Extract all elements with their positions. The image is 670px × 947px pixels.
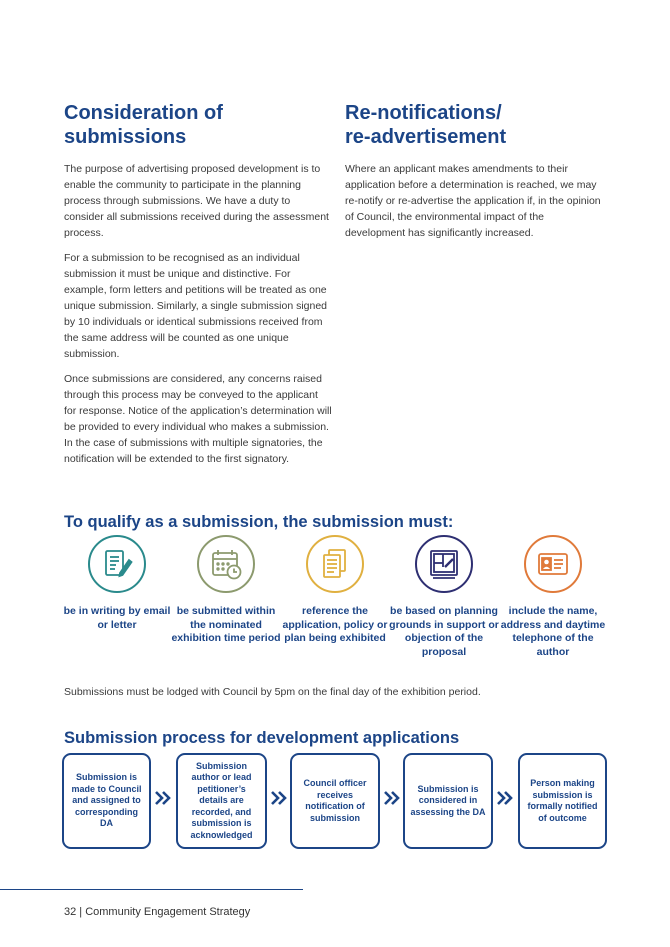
criteria-label: be submitted within the nominated exhibition time period <box>171 605 281 644</box>
lodgement-note: Submissions must be lodged with Council by 5pm on the final day of the exhibition period. <box>64 686 481 698</box>
chevron-right-icon <box>496 789 514 807</box>
page-footer: 32 | Community Engagement Strategy <box>64 906 251 918</box>
process-step: Person making submission is formally notified of outcome <box>518 753 607 849</box>
criteria-label: be based on planning grounds in support or objection of the proposal <box>389 605 499 658</box>
chevron-right-icon <box>383 789 401 807</box>
left-paragraph: For a submission to be recognised as an individual submission it must be unique and distinctive. For example, form letters and petitions will be treated as one unique submission. Similarly, a single submission signed by 10 individuals or identical submissions received from the same address will be counted as one unique submission. <box>64 252 328 360</box>
left-title-line1: Consideration of <box>64 102 223 124</box>
qualify-heading: To qualify as a submission, the submission must: <box>64 513 454 531</box>
footer-divider <box>0 889 303 890</box>
process-step: Submission is made to Council and assigned to corresponding DA <box>62 753 151 849</box>
right-title-line2: re-advertisement <box>345 126 507 148</box>
floor-plan-icon <box>415 535 473 593</box>
process-heading: Submission process for development applications <box>64 729 460 747</box>
right-title <box>345 101 607 149</box>
left-title-line2: submissions <box>64 126 187 148</box>
left-title <box>64 101 332 149</box>
chevron-right-icon <box>154 789 172 807</box>
criteria-label: be in writing by email or letter <box>63 605 171 631</box>
documents-icon <box>306 535 364 593</box>
criteria-item <box>62 535 172 632</box>
criteria-item <box>498 535 608 659</box>
qualify-criteria <box>62 535 610 675</box>
process-step: Submission author or lead petitioner’s details are recorded, and submission is acknowledged <box>176 753 267 849</box>
criteria-item <box>280 535 390 646</box>
left-paragraph: Once submissions are considered, any concerns raised through this process may be conveyed to the applicant for response. Notice of the application’s determination will be provided to every individual who makes a submission. In the case of submissions with multiple signatories, the notification will be extended to the first signatory. <box>64 373 332 465</box>
right-column <box>345 101 607 250</box>
left-column <box>64 101 332 476</box>
criteria-label: reference the application, policy or plan being exhibited <box>282 605 388 644</box>
calendar-clock-icon <box>197 535 255 593</box>
process-step: Council officer receives notification of submission <box>290 753 380 849</box>
document-pen-icon <box>88 535 146 593</box>
chevron-right-icon <box>270 789 288 807</box>
criteria-label: include the name, address and daytime telephone of the author <box>500 605 606 658</box>
criteria-item <box>171 535 281 646</box>
right-title-line1: Re-notifications/ <box>345 102 502 124</box>
right-paragraph: Where an applicant makes amendments to their application before a determination is reached, we may re-notify or re-advertise the application if, in the opinion of Council, the environmental impact of the development has significantly increased. <box>345 163 601 239</box>
process-flow <box>62 753 610 853</box>
left-paragraph: The purpose of advertising proposed development is to enable the community to participate in the planning process through submissions. We have a duty to consider all submissions received during the assessment process. <box>64 163 329 239</box>
criteria-item <box>389 535 499 659</box>
id-card-icon <box>524 535 582 593</box>
process-step: Submission is considered in assessing the DA <box>403 753 493 849</box>
